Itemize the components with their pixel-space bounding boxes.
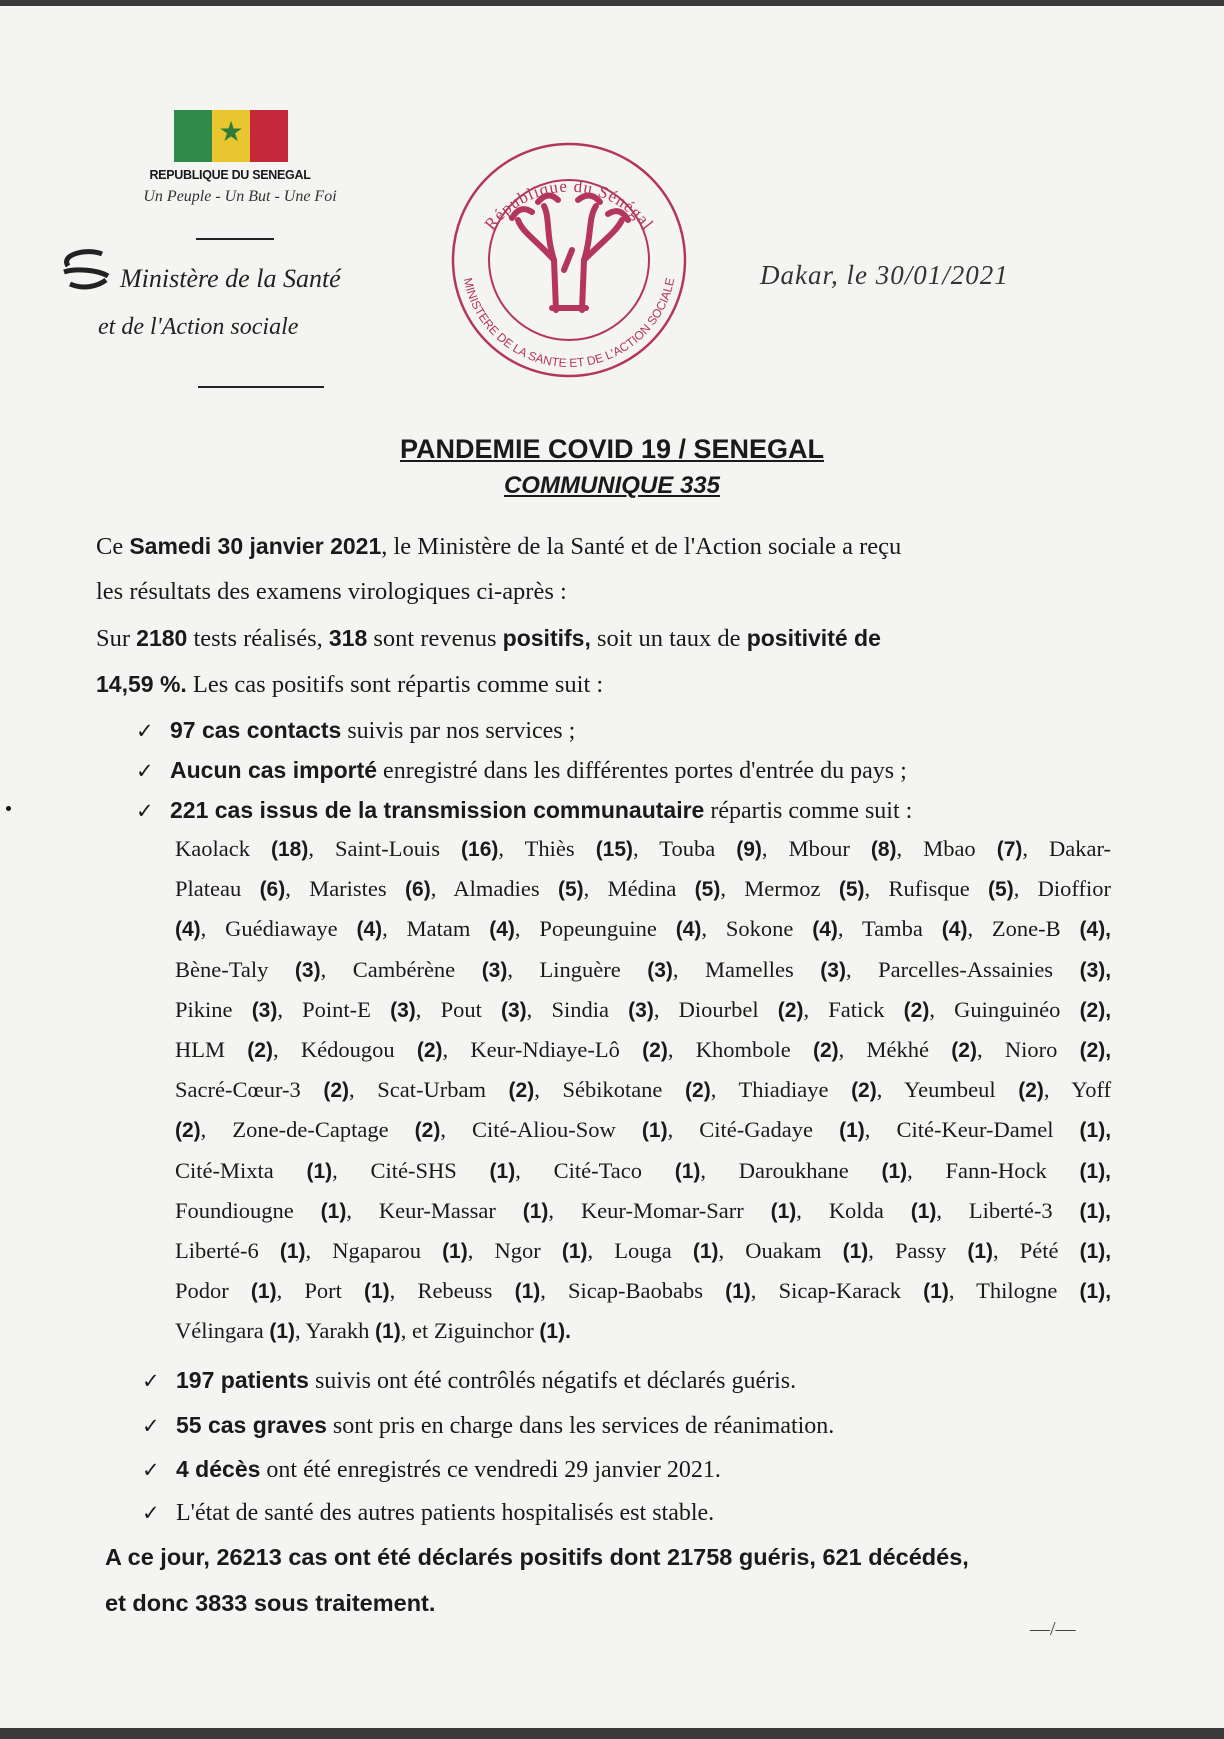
location-count: (9): [736, 838, 762, 861]
location-line: Cité-Mixta (1), Cité-SHS (1), Cité-Taco (1), Daroukhane (1), Fann-Hock (1),: [175, 1157, 1112, 1183]
location-count: (1): [692, 1240, 719, 1263]
location-name: Sokone: [725, 916, 794, 942]
location-count: (3): [501, 998, 527, 1022]
location-count: (2): [1018, 1079, 1044, 1103]
bullet-item: ✓ 55 cas graves sont pris en charge dans les services de réanimation.: [142, 1402, 834, 1449]
location-count: (5): [694, 878, 721, 902]
location-name: Point-E: [302, 996, 371, 1022]
location-name: Sébikotane: [562, 1077, 663, 1103]
seal-text-bottom: MINISTERE DE LA SANTE ET DE L'ACTION SOCIALE: [460, 276, 678, 371]
location-count: (1): [641, 1119, 668, 1143]
location-count: (1): [842, 1240, 869, 1263]
location-count: (2): [951, 1039, 977, 1062]
location-count: (1): [674, 1159, 701, 1183]
location-count: (2): [642, 1039, 668, 1062]
location-count: (3): [294, 958, 321, 982]
location-name: Zone-de-Captage: [232, 1117, 389, 1143]
location-name: Nioro: [1004, 1037, 1058, 1062]
location-name: Matam: [406, 916, 471, 942]
location-count: (18): [271, 838, 309, 861]
location-count: (1),: [1079, 1280, 1112, 1304]
location-name: Ouakam: [745, 1238, 822, 1263]
location-name: Guinguinéo: [954, 996, 1061, 1022]
location-name: Keur-Ndiaye-Lô: [470, 1037, 620, 1062]
location-name: Popeunguine: [539, 916, 657, 942]
location-count: (1): [250, 1280, 277, 1304]
intro-line: 14,59 %. Les cas positifs sont répartis comme suit :: [96, 671, 604, 698]
location-name: Thilogne: [976, 1278, 1058, 1304]
location-count: (1): [770, 1199, 797, 1223]
location-count: (3),: [1079, 958, 1112, 982]
location-count: (1): [514, 1280, 541, 1304]
location-count: (4): [175, 918, 201, 942]
location-line: Vélingara (1), Yarakh (1), et Ziguinchor (1).: [175, 1318, 571, 1344]
location-count: (1): [967, 1240, 994, 1263]
location-count: (3): [251, 998, 278, 1022]
location-count: (2): [247, 1039, 273, 1062]
location-count: (1): [881, 1159, 908, 1183]
location-count: (4): [489, 918, 515, 942]
location-line: Sacré-Cœur-3 (2), Scat-Urbam (2), Sébikotane (2), Thiadiaye (2), Yeumbeul (2), Yoff: [175, 1077, 1112, 1103]
location-name: Kaolack: [175, 836, 250, 861]
location-name: HLM: [175, 1037, 225, 1062]
location-name: Dakar-: [1049, 836, 1112, 861]
location-name: Rebeuss: [417, 1278, 493, 1304]
location-name: Mbour: [788, 836, 850, 861]
location-name: Ngor: [494, 1238, 541, 1263]
location-line: Pikine (3), Point-E (3), Pout (3), Sindia (3), Diourbel (2), Fatick (2), Guinguinéo (2),: [175, 996, 1112, 1022]
location-line: (4), Guédiawaye (4), Matam (4), Popeunguine (4), Sokone (4), Tamba (4), Zone-B (4),: [175, 916, 1112, 942]
location-name: Yoff: [1071, 1077, 1112, 1103]
location-name: Cité-Aliou-Sow: [472, 1117, 616, 1143]
location-count: (3): [390, 998, 416, 1022]
location-count: (1): [561, 1240, 588, 1263]
location-count: (1): [279, 1240, 306, 1263]
scan-speck: [6, 806, 11, 811]
location-count: (1),: [1079, 1240, 1112, 1263]
location-name: Linguère: [539, 956, 621, 982]
conclusion-line: A ce jour, 26213 cas ont été déclarés positifs dont 21758 guéris, 621 décédés,: [105, 1544, 969, 1570]
location-count: (1): [522, 1199, 549, 1223]
location-name: Bène-Taly: [175, 956, 269, 982]
ministry-seal: [446, 140, 692, 380]
location-count: (1),: [1079, 1199, 1111, 1223]
location-count: (1): [923, 1280, 949, 1304]
location-name: Fann-Hock: [945, 1157, 1047, 1183]
location-count: (2): [414, 1119, 441, 1143]
location-line: HLM (2), Kédougou (2), Keur-Ndiaye-Lô (2), Khombole (2), Mékhé (2), Nioro (2),: [175, 1037, 1112, 1062]
document-title: PANDEMIE COVID 19 / SENEGAL: [399, 434, 825, 464]
location-name: Sicap-Karack: [778, 1278, 901, 1304]
location-name: Kolda: [828, 1197, 884, 1223]
check-icon: ✓: [142, 1369, 160, 1393]
location-count: (1).: [539, 1320, 571, 1344]
location-line: Bène-Taly (3), Cambérène (3), Linguère (3), Mamelles (3), Parcelles-Assainies (3),: [175, 956, 1112, 982]
location-line: Podor (1), Port (1), Rebeuss (1), Sicap-Baobabs (1), Sicap-Karack (1), Thilogne (1),: [175, 1278, 1112, 1304]
location-count: (16): [461, 838, 499, 861]
location-name: Diourbel: [678, 996, 759, 1022]
location-line: (2), Zone-de-Captage (2), Cité-Aliou-Sow (1), Cité-Gadaye (1), Cité-Keur-Damel (1),: [175, 1117, 1112, 1143]
location-name: Daroukhane: [738, 1157, 849, 1183]
check-icon: ✓: [136, 719, 154, 743]
senegal-flag: [174, 110, 288, 162]
location-line: Plateau (6), Maristes (6), Almadies (5), Médina (5), Mermoz (5), Rufisque (5), Dioffior: [175, 876, 1111, 902]
bullet-item: ✓ 221 cas issus de la transmission communautaire répartis comme suit :: [136, 787, 912, 834]
location-name: Khombole: [695, 1037, 791, 1062]
location-count: (8): [870, 838, 897, 861]
svg-text:MINISTERE DE LA SANTE ET DE L': [461, 276, 678, 370]
location-count: (4),: [1079, 918, 1112, 942]
location-name: Cité-Keur-Damel: [896, 1117, 1054, 1143]
location-count: (2): [851, 1079, 877, 1103]
location-name: Cité-SHS: [370, 1157, 457, 1183]
location-count: (3): [628, 998, 654, 1022]
intro-line: les résultats des examens virologiques ci-après :: [96, 578, 567, 605]
location-name: Louga: [614, 1238, 672, 1263]
location-count: (4): [675, 918, 702, 942]
location-name: Mékhé: [866, 1037, 930, 1062]
check-icon: ✓: [142, 1414, 160, 1438]
intro-line: Sur 2180 tests réalisés, 318 sont revenus positifs, soit un taux de positivité de: [96, 625, 881, 652]
location-count: (2): [685, 1079, 711, 1103]
location-name: Mbao: [923, 836, 976, 861]
location-name: Scat-Urbam: [377, 1077, 486, 1103]
document-date: Dakar, le 30/01/2021: [760, 260, 1009, 290]
check-icon: ✓: [136, 759, 154, 783]
location-line: Liberté-6 (1), Ngaparou (1), Ngor (1), Louga (1), Ouakam (1), Passy (1), Pété (1),: [175, 1238, 1112, 1263]
location-name: Cambérène: [352, 956, 456, 982]
location-name: Mermoz: [744, 876, 821, 902]
location-count: (1),: [1079, 1119, 1112, 1143]
location-count: (15): [595, 838, 634, 861]
location-name: Parcelles-Assainies: [878, 956, 1054, 982]
ministry-logo-icon: [58, 246, 112, 292]
conclusion-line: et donc 3833 sous traitement.: [105, 1590, 436, 1616]
star-icon: ★: [218, 117, 244, 148]
location-count: (2): [903, 998, 930, 1022]
check-icon: ✓: [136, 799, 154, 823]
bullet-item: ✓ L'état de santé des autres patients hospitalisés est stable.: [142, 1489, 714, 1536]
location-count: (7): [996, 838, 1023, 861]
location-name: Plateau: [175, 876, 242, 902]
location-name: Zone-B: [991, 916, 1061, 942]
location-name: Mamelles: [705, 956, 794, 982]
bullet-item: ✓ Aucun cas importé enregistré dans les différentes portes d'entrée du pays ;: [136, 747, 907, 794]
republic-label: REPUBLIQUE DU SENEGAL: [149, 168, 311, 182]
communique-number: COMMUNIQUE 335: [503, 472, 721, 499]
location-name: Pikine: [175, 996, 233, 1022]
location-count: (2): [323, 1079, 350, 1103]
location-count: (6): [405, 878, 431, 902]
bullet-item: ✓ 197 patients suivis ont été contrôlés négatifs et déclarés guéris.: [142, 1357, 796, 1404]
baobab-tree-icon: [512, 195, 628, 310]
location-name: Cité-Mixta: [175, 1157, 274, 1183]
location-count: (4): [356, 918, 383, 942]
document-page: [0, 6, 1224, 1728]
location-count: (3): [820, 958, 846, 982]
location-count: (2): [812, 1039, 839, 1062]
location-count: (1): [442, 1240, 468, 1263]
location-name: Fatick: [828, 996, 885, 1022]
location-count: (1): [489, 1159, 516, 1183]
location-name: Médina: [607, 876, 677, 902]
location-count: (1): [725, 1280, 751, 1304]
location-name: Pété: [1019, 1238, 1059, 1263]
location-count: (1),: [1079, 1159, 1112, 1183]
location-name: Podor: [175, 1278, 229, 1304]
divider: [196, 238, 274, 240]
location-name: Port: [304, 1278, 342, 1304]
check-icon: ✓: [142, 1458, 160, 1482]
location-name: Liberté-6: [175, 1238, 259, 1263]
end-mark: —/—: [1030, 1618, 1076, 1640]
location-name: Saint-Louis: [335, 836, 441, 861]
bullet-item: ✓ 4 décès ont été enregistrés ce vendredi 29 janvier 2021.: [142, 1446, 721, 1493]
location-name: Pout: [440, 996, 482, 1022]
location-name: Yarakh: [305, 1318, 370, 1344]
national-motto: Un Peuple - Un But - Une Foi: [143, 188, 337, 205]
location-name: et Ziguinchor: [411, 1318, 534, 1344]
svg-text:République du Sénégal: [481, 177, 658, 234]
location-name: Dioffior: [1037, 876, 1111, 902]
location-name: Almadies: [453, 876, 540, 902]
location-name: Liberté-3: [968, 1197, 1053, 1223]
location-name: Cité-Taco: [553, 1157, 642, 1183]
location-count: (1): [364, 1280, 390, 1304]
location-name: Keur-Massar: [378, 1197, 496, 1223]
location-count: (3): [481, 958, 508, 982]
location-count: (2): [416, 1039, 443, 1062]
location-line: Foundiougne (1), Keur-Massar (1), Keur-Momar-Sarr (1), Kolda (1), Liberté-3 (1),: [175, 1197, 1111, 1223]
location-count: (4): [812, 918, 838, 942]
location-name: Thiadiaye: [738, 1077, 829, 1103]
location-name: Sindia: [551, 996, 609, 1022]
location-name: Vélingara: [175, 1318, 264, 1344]
location-name: Keur-Momar-Sarr: [580, 1197, 744, 1223]
intro-line: Ce Samedi 30 janvier 2021, le Ministère de la Santé et de l'Action sociale a reçu: [96, 533, 902, 560]
bullet-item: ✓ 97 cas contacts suivis par nos services ;: [136, 707, 575, 754]
location-count: (5): [988, 878, 1014, 902]
divider: [198, 386, 324, 388]
location-name: Passy: [894, 1238, 947, 1263]
location-count: (1): [375, 1320, 401, 1344]
location-count: (3): [647, 958, 673, 982]
location-count: (1): [320, 1199, 347, 1223]
location-name: Touba: [659, 836, 716, 861]
location-count: (5): [838, 878, 865, 902]
location-count: (1): [306, 1159, 333, 1183]
location-count: (1): [269, 1320, 296, 1344]
location-count: (5): [557, 878, 584, 902]
location-name: Rufisque: [888, 876, 970, 902]
location-name: Kédougou: [300, 1037, 395, 1062]
location-name: Sacré-Cœur-3: [175, 1077, 301, 1103]
location-count: (1): [839, 1119, 865, 1143]
location-count: (2),: [1079, 998, 1112, 1022]
location-line: Kaolack (18), Saint-Louis (16), Thiès (15), Touba (9), Mbour (8), Mbao (7), Dakar-: [175, 836, 1112, 861]
check-icon: ✓: [142, 1501, 160, 1525]
location-name: Foundiougne: [175, 1197, 294, 1223]
location-name: Ngaparou: [332, 1238, 421, 1263]
location-count: (2): [508, 1079, 535, 1103]
location-name: Yeumbeul: [904, 1077, 996, 1103]
location-name: Sicap-Baobabs: [568, 1278, 703, 1304]
location-name: Cité-Gadaye: [699, 1117, 813, 1143]
seal-text-top: République du Sénégal: [480, 176, 658, 234]
location-name: Tamba: [862, 916, 923, 942]
location-count: (2),: [1079, 1039, 1112, 1062]
location-name: Guédiawaye: [225, 916, 338, 942]
ministry-name-line1: Ministère de la Santé: [120, 264, 341, 293]
location-name: Maristes: [309, 876, 387, 902]
location-name: Thiès: [524, 836, 575, 861]
location-count: (1): [910, 1199, 937, 1223]
location-count: (2): [777, 998, 804, 1022]
location-count: (2): [175, 1119, 201, 1143]
ministry-name-line2: et de l'Action sociale: [98, 314, 299, 340]
location-count: (4): [941, 918, 968, 942]
location-count: (6): [259, 878, 286, 902]
